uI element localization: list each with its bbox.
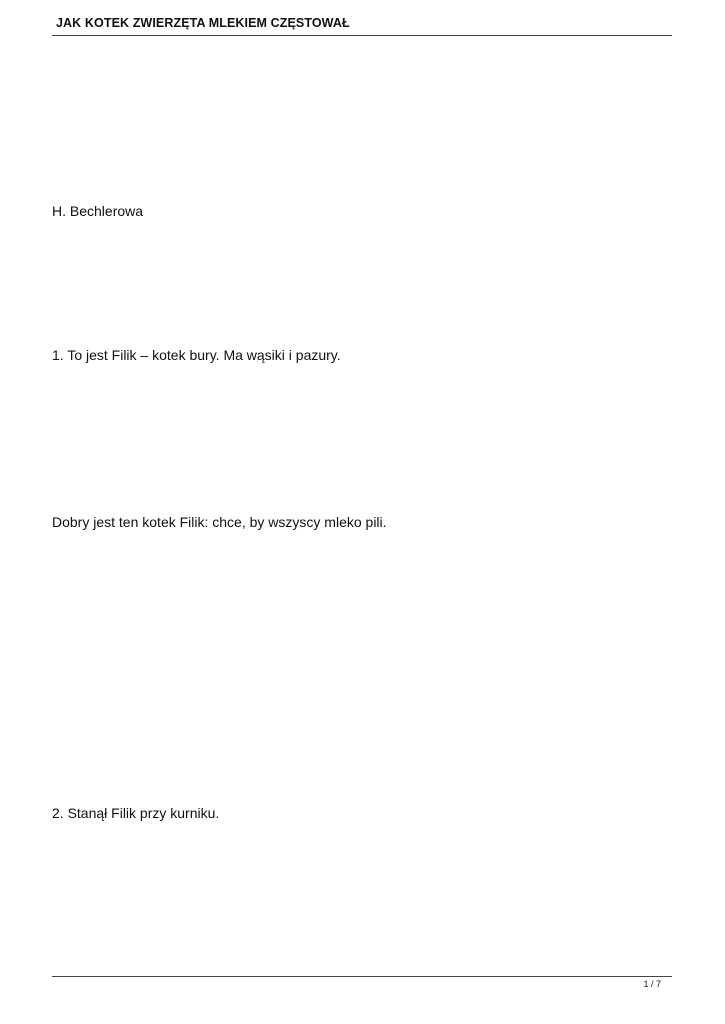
footer-divider <box>52 976 672 977</box>
author-line: H. Bechlerowa <box>52 203 144 219</box>
document-title: JAK KOTEK ZWIERZĘTA MLEKIEM CZĘSTOWAŁ <box>56 16 350 30</box>
paragraph-1: 1. To jest Filik – kotek bury. Ma wąsiki i pazury. <box>52 347 341 363</box>
header-divider <box>52 35 672 36</box>
paragraph-3: 2. Stanął Filik przy kurniku. <box>52 805 220 821</box>
paragraph-2: Dobry jest ten kotek Filik: chce, by wszyscy mleko pili. <box>52 514 387 530</box>
page-number: 1 / 7 <box>643 979 661 989</box>
